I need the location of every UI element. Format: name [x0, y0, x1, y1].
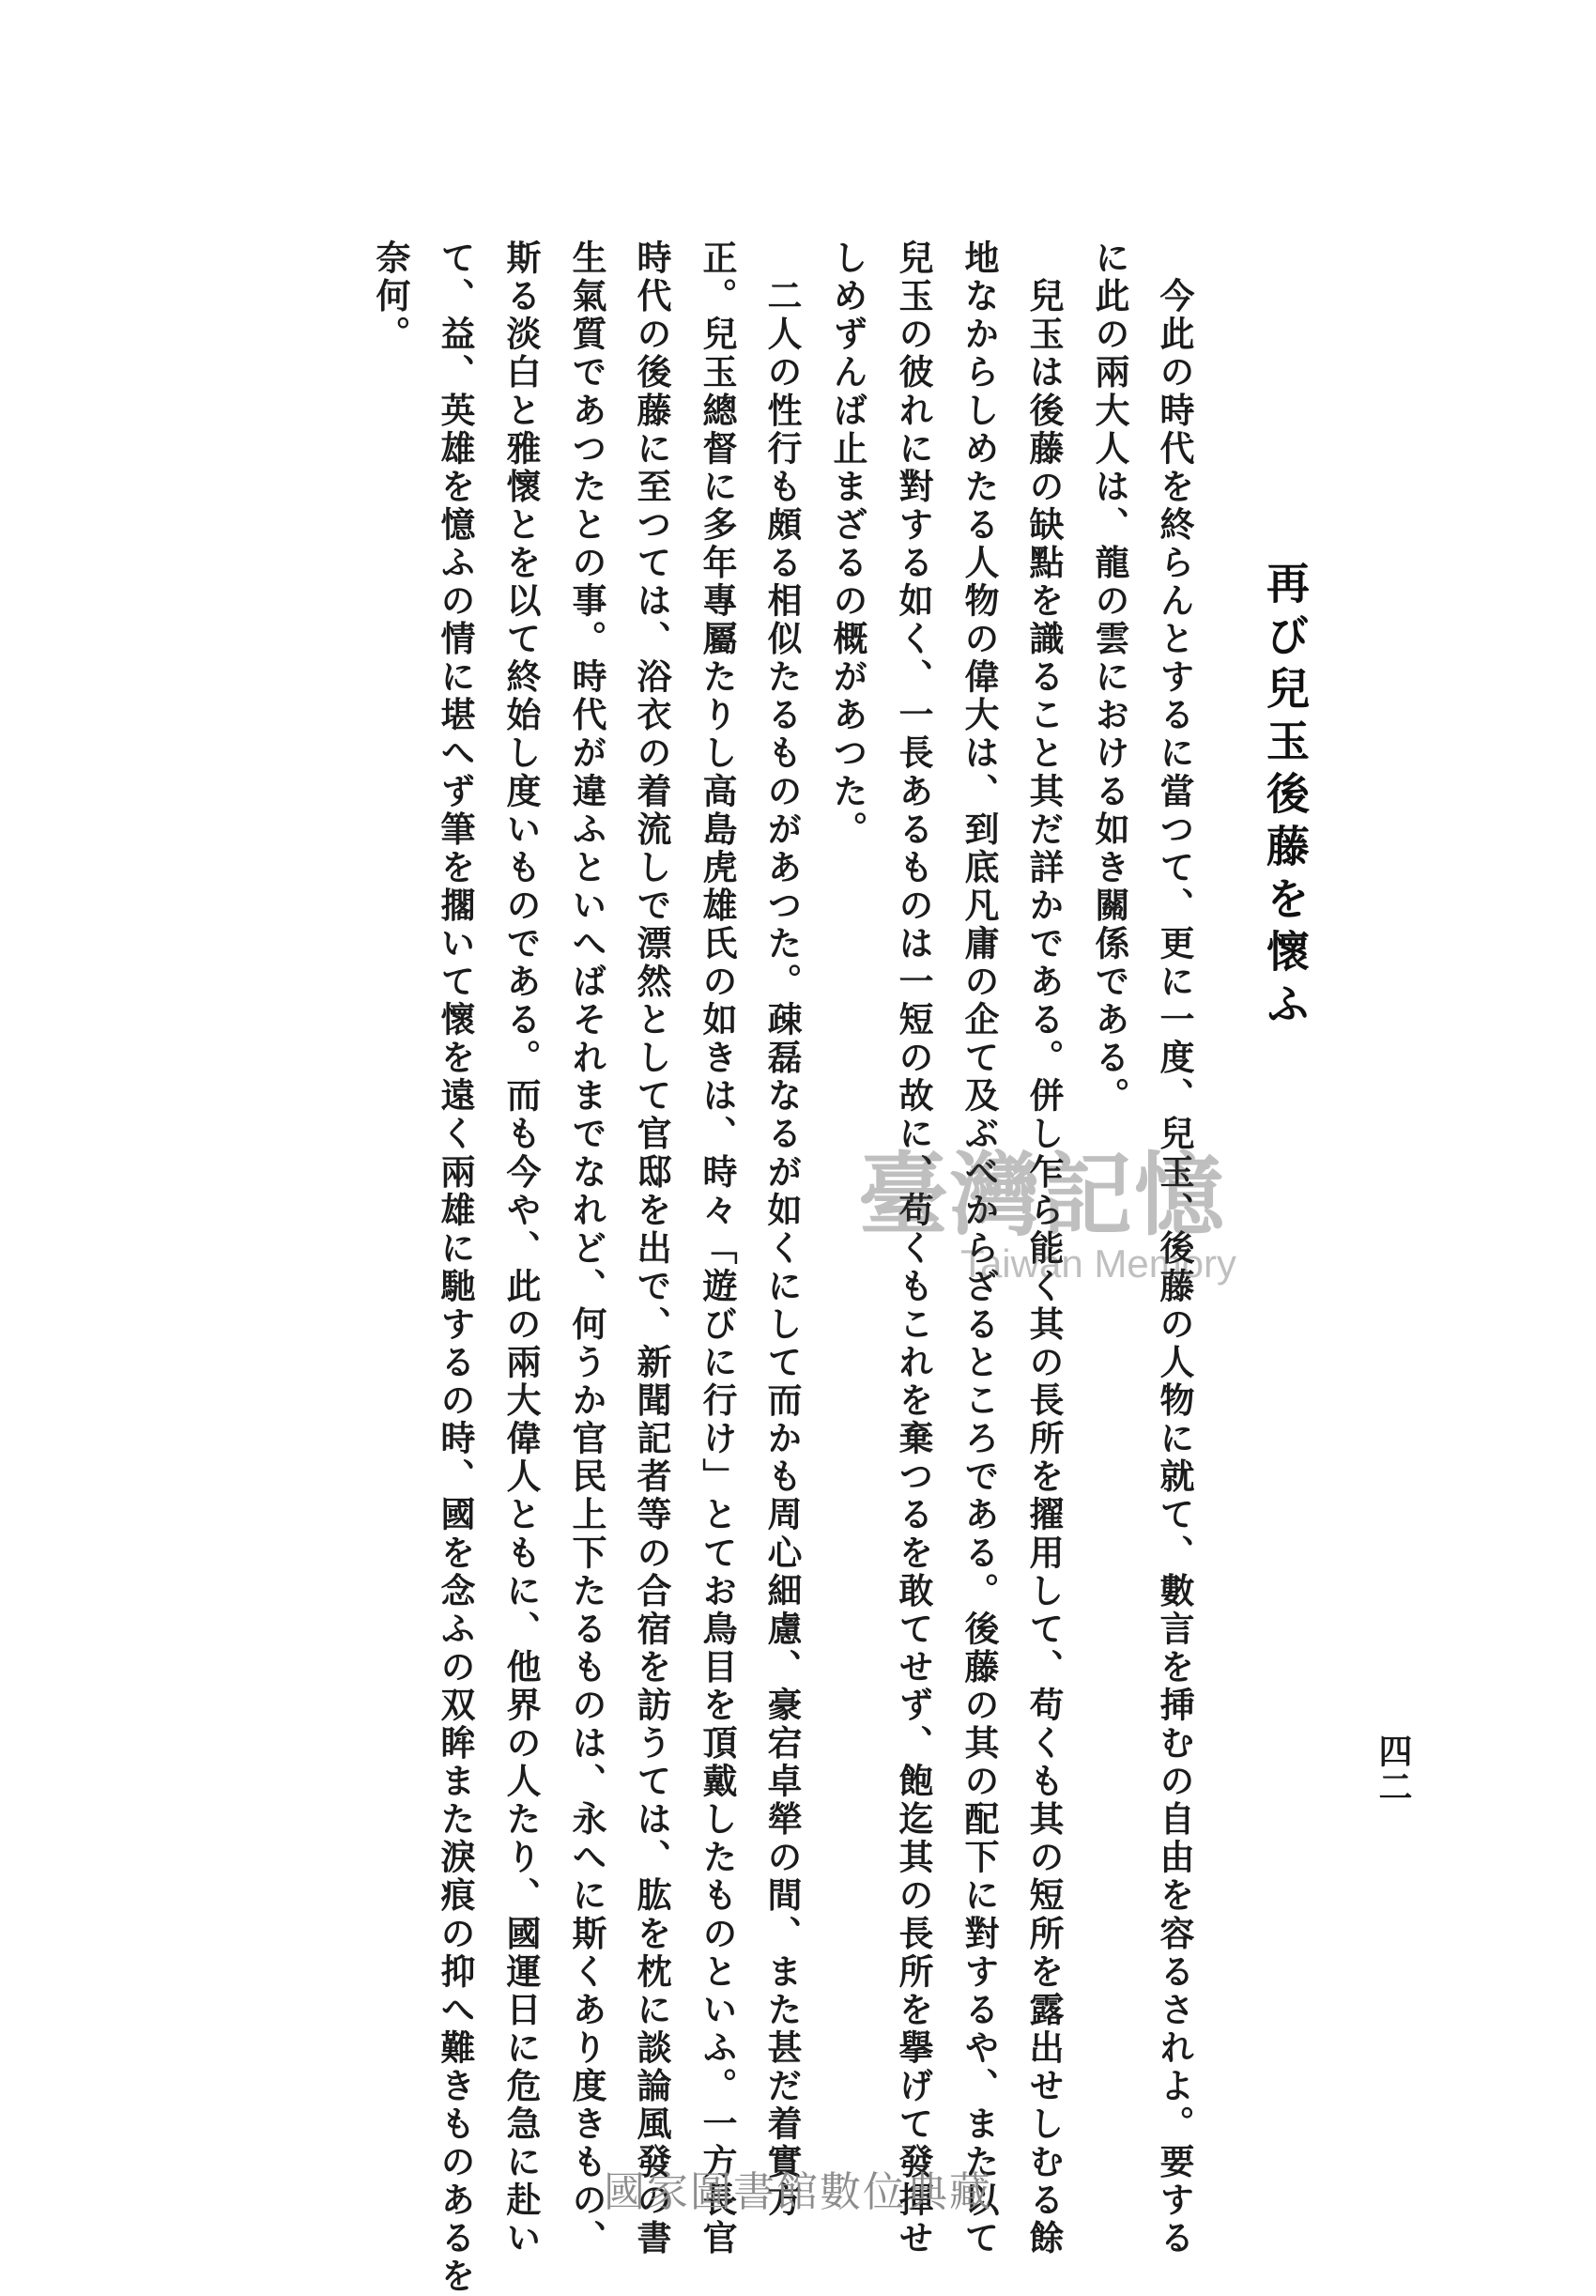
- text-column: 地なからしめたる人物の偉大は、到底凡庸の企て及ぶべからざるところである。後藤の其の配下に對するや、また以て: [959, 239, 1000, 2258]
- text-column: に此の兩大人は、龍の雲における如き關係である。: [1089, 239, 1130, 1116]
- watermark-en-text: Taiwan Memory: [959, 1241, 1237, 1286]
- text-column: 今此の時代を終らんとするに當つて、更に一度、兒玉、後藤の人物に就て、數言を挿むの自由を容るされよ。要する: [1154, 239, 1195, 2258]
- text-column: 兒玉の彼れに對する如く、一長あるものは一短の故に、苟くもこれを棄つるを敢てせず、飽迄其の長所を擧げて發揮せ: [893, 239, 934, 2258]
- text-column: 奈何。: [370, 239, 411, 354]
- text-column: 生氣質であつたとの事。時代が違ふといへばそれまでなれど、何うか官民上下たるものは、永へに斯くあり度きもの、: [566, 239, 607, 2258]
- footer-credit: 國家圖書館數位典藏: [604, 2168, 992, 2216]
- text-column: 時代の後藤に至つては、浴衣の着流しで漂然として官邸を出で、新聞記者等の合宿を訪うては、肱を枕に談論風發の書: [631, 239, 672, 2258]
- text-column: て、益、英雄を憶ふの情に堪へず筆を擱いて懷を遠く兩雄に馳するの時、國を念ふの双眸また淚痕の抑へ難きものあるを: [435, 239, 476, 2296]
- text-column: 斯る淡白と雅懷とを以て終始し度いものである。而も今や、此の兩大偉人ともに、他界の人たり、國運日に危急に赴い: [500, 239, 542, 2258]
- text-column: 二人の性行も頗る相似たるものがあつた。疎磊なるが如くにして而かも周心細慮、豪宕卓犖の間、また甚だ着實方: [761, 239, 803, 2220]
- page-number: 四二: [1373, 1734, 1413, 1805]
- chapter-title: 再び兒玉後藤を懷ふ: [1260, 561, 1311, 1034]
- text-column: しめずんば止まざるの概があつた。: [827, 239, 868, 849]
- text-column: 兒玉は後藤の缺點を識ること其だ詳かである。併し乍ら能く其の長所を擢用して、苟くも其の短所を露出せしむる餘: [1023, 239, 1065, 2258]
- watermark-cjk-text: 臺灣記憶: [858, 1142, 1226, 1248]
- watermark: [789, 1142, 1296, 1286]
- text-column: 正。兒玉總督に多年專屬たりし高島虎雄氏の如きは、時々「遊びに行け」とてお鳥目を頂戴したものといふ。一方長官: [697, 239, 738, 2258]
